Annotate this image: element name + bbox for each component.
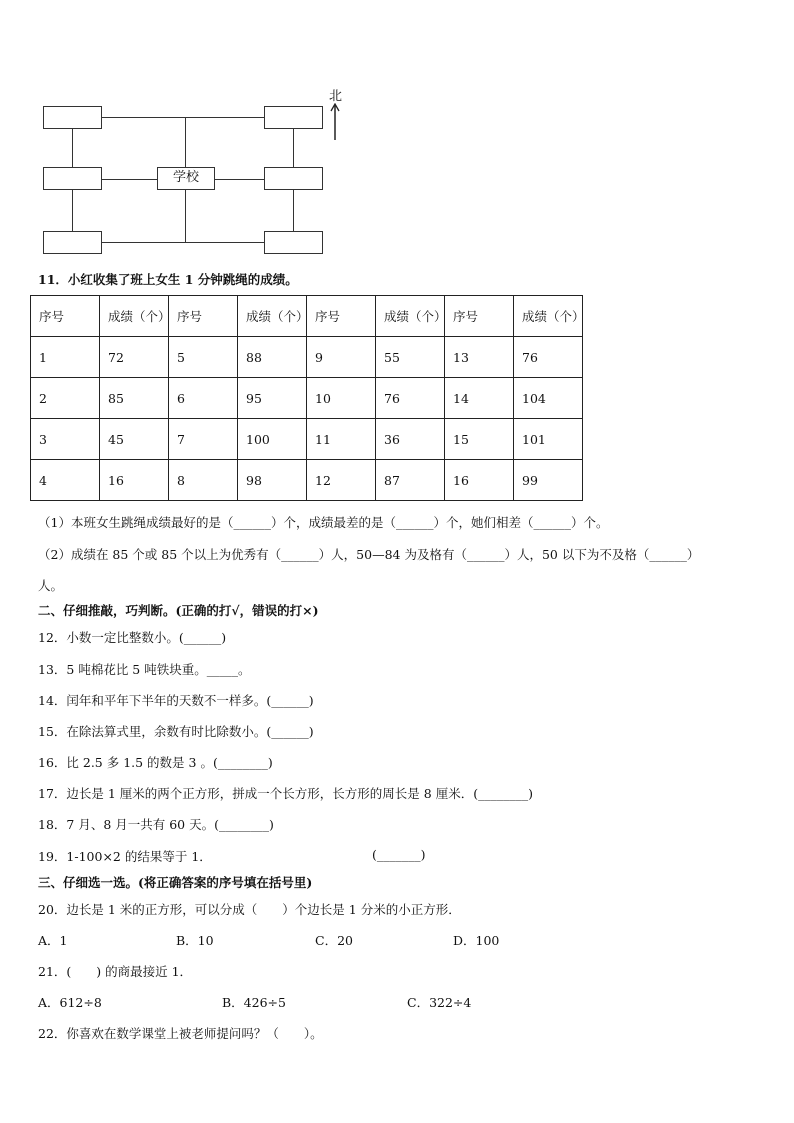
map-box-middle-right xyxy=(264,167,323,190)
q21-option-a: A．612÷8 xyxy=(38,995,102,1010)
table-cell: 6 xyxy=(169,378,238,419)
table-cell: 8 xyxy=(169,460,238,501)
table-cell: 95 xyxy=(238,378,307,419)
q13: 13．5 吨棉花比 5 吨铁块重。_____。 xyxy=(38,662,251,677)
table-header-cell: 序号 xyxy=(31,296,100,337)
map-road-left-lower xyxy=(72,190,73,231)
score-table xyxy=(30,295,583,501)
map-box-bottom-left xyxy=(43,231,102,254)
map-school-label: 学校 xyxy=(172,170,199,185)
table-cell: 12 xyxy=(307,460,376,501)
map-road-left-upper xyxy=(72,129,73,167)
q11-sub2: （2）成绩在 85 个或 85 个以上为优秀有（______）人，50—84 为及格有（______）人，50 以下为不及格（______） xyxy=(38,547,700,562)
table-cell: 4 xyxy=(31,460,100,501)
table-cell: 9 xyxy=(307,337,376,378)
north-arrow-icon xyxy=(330,103,340,141)
table-row xyxy=(31,337,583,378)
q16: 16．比 2.5 多 1.5 的数是 3 。(________) xyxy=(38,755,273,770)
table-header-cell: 成绩（个） xyxy=(376,296,445,337)
q21: 21．( ) 的商最接近 1． xyxy=(38,964,193,979)
map-box-top-right xyxy=(264,106,323,129)
table-cell: 104 xyxy=(514,378,583,419)
table-row xyxy=(31,460,583,501)
table-cell: 85 xyxy=(100,378,169,419)
table-cell: 45 xyxy=(100,419,169,460)
table-cell: 10 xyxy=(307,378,376,419)
table-cell: 5 xyxy=(169,337,238,378)
table-cell: 76 xyxy=(514,337,583,378)
table-header-cell: 成绩（个） xyxy=(514,296,583,337)
map-road-middle-right xyxy=(215,179,264,180)
section2-title: 二、仔细推敲，巧判断。(正确的打√，错误的打×) xyxy=(38,603,319,618)
table-row xyxy=(31,378,583,419)
q20-option-a: A．1 xyxy=(38,933,68,948)
map-box-top-left xyxy=(43,106,102,129)
table-header-row xyxy=(31,296,583,337)
section3-title: 三、仔细选一选。(将正确答案的序号填在括号里) xyxy=(38,875,313,890)
table-cell: 11 xyxy=(307,419,376,460)
q19: 19．1-100×2 的结果等于 1． xyxy=(38,849,212,864)
map-road-right-lower xyxy=(293,190,294,231)
q20-option-d: D．100 xyxy=(453,933,500,948)
q21-option-b: B．426÷5 xyxy=(222,995,286,1010)
q11-prompt: 11．小红收集了班上女生 1 分钟跳绳的成绩。 xyxy=(38,272,298,287)
table-cell: 16 xyxy=(445,460,514,501)
table-cell: 72 xyxy=(100,337,169,378)
map-road-bottom xyxy=(102,242,264,243)
table-cell: 15 xyxy=(445,419,514,460)
table-cell: 55 xyxy=(376,337,445,378)
table-cell: 13 xyxy=(445,337,514,378)
table-header-cell: 序号 xyxy=(307,296,376,337)
table-cell: 88 xyxy=(238,337,307,378)
q17: 17．边长是 1 厘米的两个正方形，拼成一个长方形，长方形的周长是 8 厘米．(________) xyxy=(38,786,533,801)
map-school-box xyxy=(157,167,215,190)
table-cell: 3 xyxy=(31,419,100,460)
q20-option-b: B．10 xyxy=(176,933,214,948)
table-header-cell: 成绩（个） xyxy=(238,296,307,337)
table-cell: 14 xyxy=(445,378,514,419)
north-label: 北 xyxy=(329,89,343,104)
map-box-bottom-right xyxy=(264,231,323,254)
table-header-cell: 成绩（个） xyxy=(100,296,169,337)
table-cell: 7 xyxy=(169,419,238,460)
q20-option-c: C．20 xyxy=(315,933,353,948)
table-cell: 98 xyxy=(238,460,307,501)
table-header-cell: 序号 xyxy=(169,296,238,337)
map-road-right-upper xyxy=(293,129,294,167)
table-cell: 36 xyxy=(376,419,445,460)
table-cell: 100 xyxy=(238,419,307,460)
q11-sub2-continued: 人。 xyxy=(38,578,64,593)
q14: 14．闰年和平年下半年的天数不一样多。(______) xyxy=(38,693,314,708)
table-header-cell: 序号 xyxy=(445,296,514,337)
q11-sub1: （1）本班女生跳绳成绩最好的是（______）个，成绩最差的是（______）个，她们相差（______）个。 xyxy=(38,515,609,530)
q21-option-c: C．322÷4 xyxy=(407,995,472,1010)
q20: 20．边长是 1 米的正方形，可以分成（ ）个边长是 1 分米的小正方形． xyxy=(38,902,461,917)
q18: 18．7 月、8 月一共有 60 天。(________) xyxy=(38,817,274,832)
table-cell: 101 xyxy=(514,419,583,460)
q15: 15．在除法算式里，余数有时比除数小。(______) xyxy=(38,724,314,739)
table-cell: 2 xyxy=(31,378,100,419)
table-cell: 99 xyxy=(514,460,583,501)
q22: 22．你喜欢在数学课堂上被老师提问吗？（ ）。 xyxy=(38,1026,323,1041)
table-cell: 87 xyxy=(376,460,445,501)
table-cell: 16 xyxy=(100,460,169,501)
map-box-middle-left xyxy=(43,167,102,190)
table-row xyxy=(31,419,583,460)
map-road-top xyxy=(102,117,264,118)
table-cell: 1 xyxy=(31,337,100,378)
q19-answer-blank: (_______) xyxy=(372,847,426,862)
map-road-middle-left xyxy=(102,179,157,180)
table-cell: 76 xyxy=(376,378,445,419)
q12: 12．小数一定比整数小。(______) xyxy=(38,630,227,645)
